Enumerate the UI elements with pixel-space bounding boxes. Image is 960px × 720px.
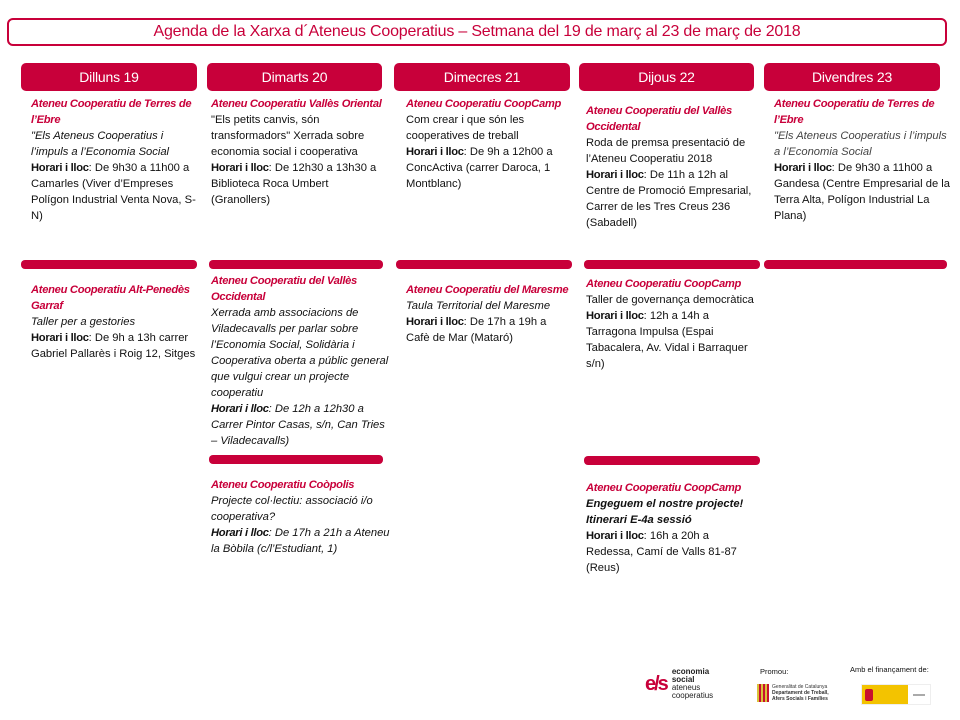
event-schedule [406, 144, 566, 192]
separator-bar [209, 455, 383, 464]
event-organizer: Ateneu Cooperatiu Coòpolis [211, 479, 355, 491]
es-line: economia [671, 667, 710, 676]
promou-label: Promou: [760, 667, 789, 676]
gencat-line: Afers Socials i Famílies [772, 696, 828, 702]
event-card [211, 96, 383, 208]
event-card [774, 96, 950, 224]
day-header-friday [764, 63, 940, 91]
agenda-title: Agenda de la Xarxa d´Ateneus Cooperatius – Setmana del 19 de març al 23 de març de 2018 [153, 23, 801, 40]
spain-logo-grey [908, 685, 930, 704]
separator-bar [764, 260, 947, 269]
event-card [211, 477, 391, 557]
event-schedule [586, 528, 756, 576]
schedule-label: Horari i lloc [406, 316, 464, 328]
event-schedule [586, 167, 756, 231]
financament-label: Amb el finançament de: [850, 665, 929, 674]
day-label: Dimarts 20 [261, 69, 328, 85]
separator-bar [396, 260, 572, 269]
schedule-value: : 12h a 14h a Tarragona Impulsa (Espai Tabacalera, Av. Vidal i Barraquer s/n) [586, 310, 748, 370]
spain-logo-yellow [862, 685, 908, 704]
schedule-value: : 16h a 20h a Redessa, Camí de Valls 81-87 (Reus) [586, 530, 737, 574]
event-organizer: Ateneu Cooperatiu CoopCamp [586, 482, 742, 494]
schedule-value: : De 11h a 12h al Centre de Promoció Empresarial, Carrer de les Tres Creus 236 (Sabadell) [586, 169, 752, 229]
event-card [406, 282, 572, 346]
event-organizer: Ateneu Cooperatiu del Vallès Occidental [211, 275, 357, 303]
event-description: Taller de governança democràtica [586, 294, 754, 306]
schedule-label: Horari i lloc [406, 146, 464, 158]
event-description: Projecte col·lectiu: associació i/o cooperativa? [211, 495, 373, 523]
event-schedule [31, 160, 199, 224]
gencat-line: Departament de Treball, [772, 690, 829, 696]
schedule-value: : De 9h30 a 11h00 a Camarles (Viver d’Empreses Polígon Industrial Venta Nova, S-N) [31, 162, 196, 222]
event-schedule [586, 308, 756, 372]
event-card [211, 273, 391, 449]
schedule-value: : De 17h a 21h a Ateneu la Bòbila (c/l’Estudiant, 1) [211, 527, 390, 555]
schedule-value: : De 9h a 13h carrer Gabriel Pallarès i Roig 12, Sitges [31, 332, 196, 360]
schedule-value: : De 17h a 19h a Cafè de Mar (Mataró) [406, 316, 547, 344]
es-logo-text [672, 668, 713, 700]
gencat-line: Generalitat de Catalunya [772, 684, 828, 690]
event-description: Engeguem el nostre projecte! Itinerari E-4a sessió [586, 498, 744, 526]
event-organizer: Ateneu Cooperatiu CoopCamp [406, 98, 562, 110]
event-organizer: Ateneu Cooperatiu de Terres de l’Ebre [31, 98, 192, 126]
separator-bar [21, 260, 197, 269]
event-description: "Els Ateneus Cooperatius i l’impuls a l’Economia Social [774, 130, 947, 158]
es-line: social [671, 675, 695, 684]
es-line: cooperatius [671, 691, 714, 700]
event-organizer: Ateneu Cooperatiu Vallès Oriental [211, 98, 382, 110]
schedule-value: : De 9h30 a 11h00 a Gandesa (Centre Empresarial de la Terra Alta, Polígon Industrial La Plana) [774, 162, 950, 222]
schedule-value: : De 12h a 12h30 a Carrer Pintor Casas, s/n, Can Tries – Viladecavalls) [211, 403, 385, 447]
schedule-label: Horari i lloc [31, 162, 89, 174]
event-description: "Els Ateneus Cooperatius i l’impuls a l’Economia Social [31, 130, 170, 158]
schedule-label: Horari i lloc [211, 403, 269, 415]
schedule-label: Horari i lloc [31, 332, 89, 344]
day-header-monday [21, 63, 197, 91]
event-schedule [211, 525, 391, 557]
day-header-wednesday [394, 63, 570, 91]
schedule-value: : De 9h a 12h00 a ConcActiva (carrer Daroca, 1 Montblanc) [406, 146, 553, 190]
agenda-title-box [7, 18, 947, 46]
schedule-label: Horari i lloc [586, 310, 644, 322]
separator-bar [209, 260, 383, 269]
event-organizer: Ateneu Cooperatiu del Vallès Occidental [586, 105, 732, 133]
schedule-value: : De 12h30 a 13h30 a Biblioteca Roca Umbert (Granollers) [211, 162, 377, 206]
event-card [31, 282, 199, 362]
generalitat-text [772, 684, 829, 702]
senyera-icon [757, 684, 769, 702]
event-schedule [774, 160, 950, 224]
event-organizer: Ateneu Cooperatiu CoopCamp [586, 278, 742, 290]
event-card [586, 103, 756, 231]
generalitat-logo [757, 684, 829, 702]
day-header-tuesday [207, 63, 382, 91]
event-organizer: Ateneu Cooperatiu de Terres de l’Ebre [774, 98, 935, 126]
event-card [406, 96, 566, 192]
event-description: Xerrada amb associacions de Viladecavalls per parlar sobre l’Economia Social, Solidària i Cooperativa oberta a públic general que vulgui crear un projecte cooperatiu [211, 307, 389, 399]
event-card [586, 480, 756, 576]
day-label: Dijous 22 [638, 69, 695, 85]
es-mark-icon: e/s [645, 673, 667, 695]
schedule-label: Horari i lloc [586, 169, 644, 181]
schedule-label: Horari i lloc [211, 162, 269, 174]
spain-crest-icon [865, 689, 873, 701]
day-label: Divendres 23 [811, 69, 893, 85]
day-label: Dilluns 19 [79, 69, 139, 85]
economia-social-logo [645, 668, 713, 700]
day-header-thursday [579, 63, 754, 91]
event-organizer: Ateneu Cooperatiu Alt-Penedès Garraf [31, 284, 190, 312]
event-description: "Els petits canvis, són transformadors" Xerrada sobre economia social i cooperativa [211, 114, 365, 158]
schedule-label: Horari i lloc [774, 162, 832, 174]
event-description: Roda de premsa presentació de l’Ateneu Cooperatiu 2018 [586, 137, 746, 165]
event-description: Com crear i que són les cooperatives de treball [406, 114, 525, 142]
schedule-label: Horari i lloc [586, 530, 644, 542]
event-card [31, 96, 199, 224]
event-schedule [31, 330, 199, 362]
event-description: Taller per a gestories [31, 316, 136, 328]
es-line: ateneus [671, 683, 701, 692]
day-label: Dimecres 21 [443, 69, 521, 85]
event-card [586, 276, 756, 372]
spain-government-logo [861, 684, 931, 705]
event-schedule [211, 401, 391, 449]
event-description: Taula Territorial del Maresme [406, 300, 551, 312]
event-schedule [406, 314, 572, 346]
event-schedule [211, 160, 383, 208]
separator-bar [584, 456, 760, 465]
schedule-label: Horari i lloc [211, 527, 269, 539]
event-organizer: Ateneu Cooperatiu del Maresme [406, 284, 569, 296]
separator-bar [584, 260, 760, 269]
